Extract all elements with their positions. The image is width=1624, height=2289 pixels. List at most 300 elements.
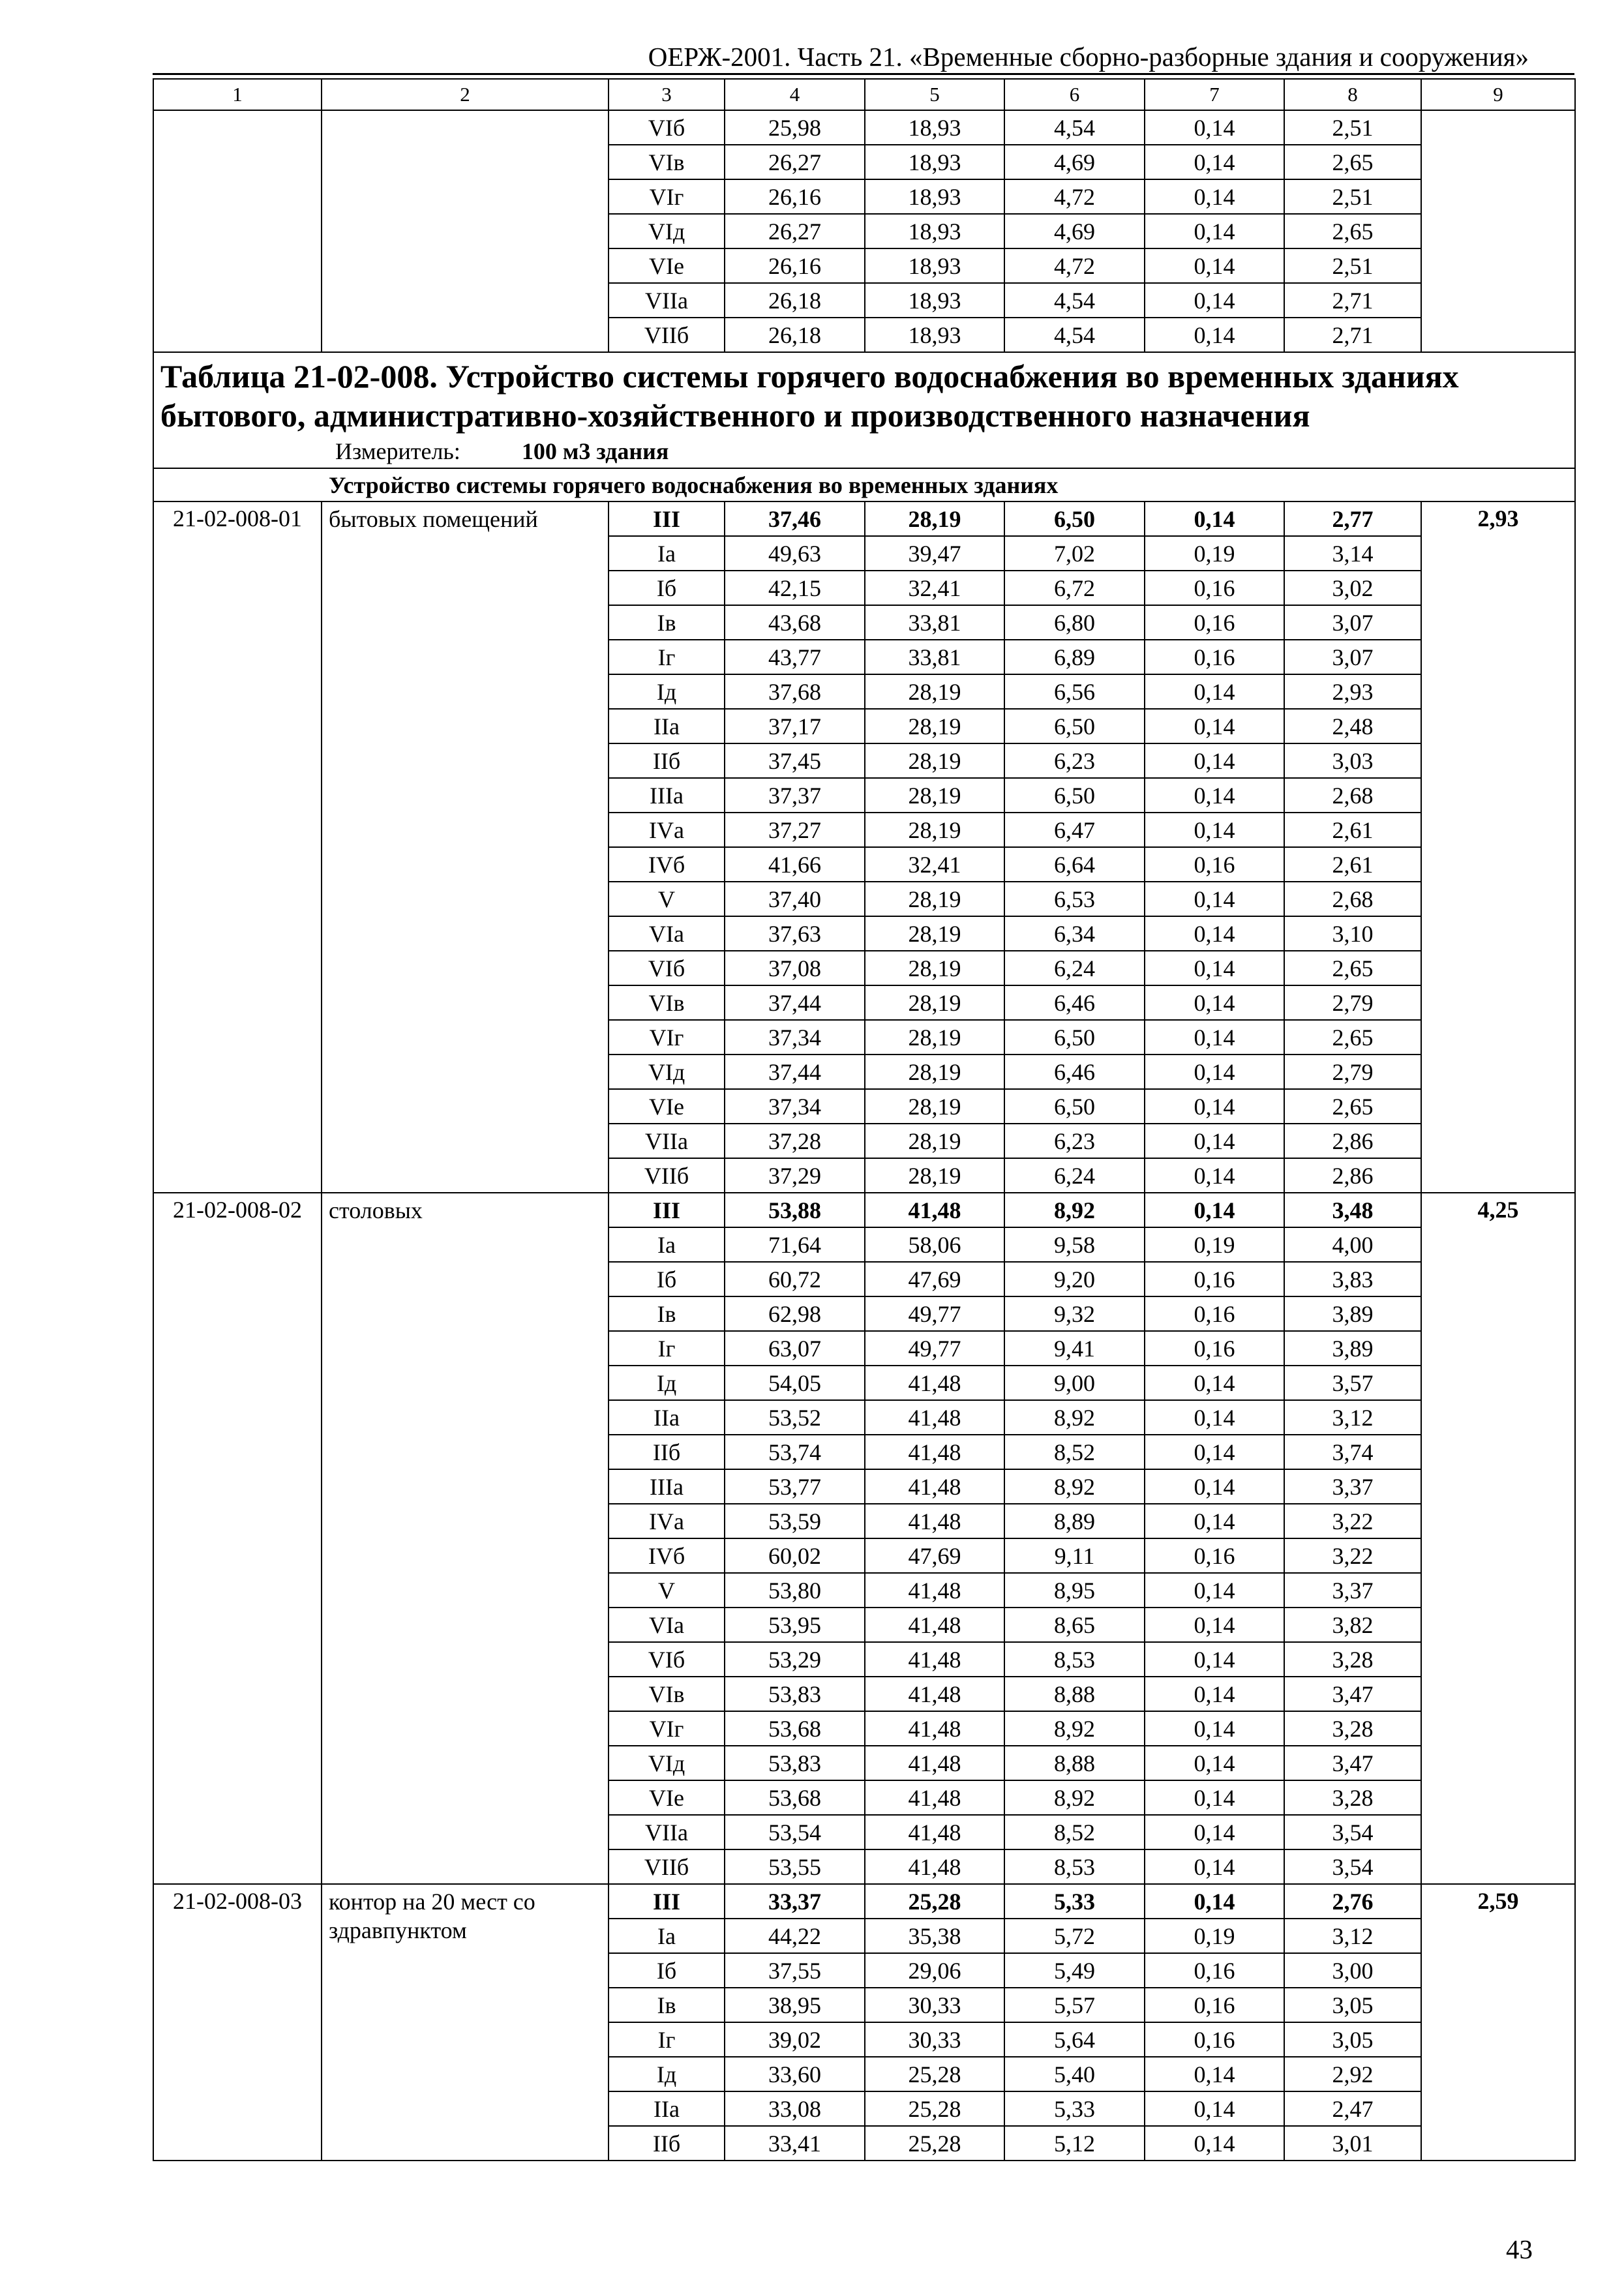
- value-cell: 2,92: [1284, 2057, 1421, 2091]
- value-cell: 28,19: [865, 1124, 1004, 1158]
- value-cell: 9,00: [1004, 1366, 1145, 1400]
- value-cell: 47,69: [865, 1538, 1004, 1573]
- value-cell: 0,14: [1145, 674, 1284, 709]
- zone-cell: Iб: [609, 1953, 725, 1988]
- value-cell: 6,23: [1004, 1124, 1145, 1158]
- rate-name: контор на 20 мест со здравпунктом: [322, 1884, 609, 2161]
- zone-cell: Iд: [609, 674, 725, 709]
- value-cell: 28,19: [865, 985, 1004, 1020]
- value-cell: 2,51: [1284, 248, 1421, 283]
- column-number: 3: [609, 79, 725, 110]
- zone-cell: VIб: [609, 110, 725, 145]
- value-cell: 0,14: [1145, 318, 1284, 352]
- rate-name: столовых: [322, 1193, 609, 1884]
- value-cell: 3,02: [1284, 571, 1421, 605]
- value-cell: 28,19: [865, 813, 1004, 847]
- value-cell: 28,19: [865, 1089, 1004, 1124]
- value-cell: 3,14: [1284, 536, 1421, 571]
- value-cell: 53,95: [725, 1608, 865, 1642]
- value-cell: 0,16: [1145, 571, 1284, 605]
- zone-cell: VIд: [609, 214, 725, 248]
- value-cell: 28,19: [865, 951, 1004, 985]
- rate-total: 2,93: [1421, 501, 1575, 1193]
- zone-cell: Iг: [609, 1331, 725, 1366]
- value-cell: 37,40: [725, 882, 865, 916]
- value-cell: 0,16: [1145, 1953, 1284, 1988]
- value-cell: 3,01: [1284, 2126, 1421, 2161]
- zone-cell: IIб: [609, 1435, 725, 1469]
- value-cell: 0,14: [1145, 1849, 1284, 1884]
- value-cell: 5,64: [1004, 2022, 1145, 2057]
- value-cell: 33,81: [865, 605, 1004, 640]
- value-cell: 0,14: [1145, 1608, 1284, 1642]
- running-header: ОЕРЖ-2001. Часть 21. «Временные сборно-разборные здания и сооружения»: [648, 42, 1529, 72]
- value-cell: 37,27: [725, 813, 865, 847]
- value-cell: 30,33: [865, 2022, 1004, 2057]
- value-cell: 53,29: [725, 1642, 865, 1677]
- value-cell: 6,72: [1004, 571, 1145, 605]
- value-cell: 0,14: [1145, 743, 1284, 778]
- value-cell: 44,22: [725, 1919, 865, 1953]
- value-cell: 58,06: [865, 1227, 1004, 1262]
- value-cell: 28,19: [865, 778, 1004, 813]
- zone-cell: Iг: [609, 2022, 725, 2057]
- column-number: 2: [322, 79, 609, 110]
- value-cell: 2,61: [1284, 847, 1421, 882]
- value-cell: 3,22: [1284, 1504, 1421, 1538]
- value-cell: 3,07: [1284, 605, 1421, 640]
- value-cell: 5,33: [1004, 2091, 1145, 2126]
- rate-name: бытовых помещений: [322, 501, 609, 1193]
- value-cell: 42,15: [725, 571, 865, 605]
- value-cell: 0,19: [1145, 1919, 1284, 1953]
- value-cell: 0,14: [1145, 2126, 1284, 2161]
- zone-cell: VIIб: [609, 1158, 725, 1193]
- value-cell: 6,50: [1004, 709, 1145, 743]
- value-cell: 3,47: [1284, 1677, 1421, 1711]
- value-cell: 2,65: [1284, 951, 1421, 985]
- value-cell: 0,14: [1145, 1677, 1284, 1711]
- value-cell: 0,16: [1145, 2022, 1284, 2057]
- zone-cell: Iд: [609, 1366, 725, 1400]
- zone-cell: VIд: [609, 1055, 725, 1089]
- value-cell: 26,27: [725, 214, 865, 248]
- value-cell: 0,14: [1145, 1884, 1284, 1919]
- value-cell: 25,28: [865, 1884, 1004, 1919]
- value-cell: 9,11: [1004, 1538, 1145, 1573]
- value-cell: 6,56: [1004, 674, 1145, 709]
- value-cell: 6,46: [1004, 1055, 1145, 1089]
- value-cell: 49,77: [865, 1296, 1004, 1331]
- value-cell: 0,14: [1145, 1020, 1284, 1055]
- value-cell: 4,54: [1004, 283, 1145, 318]
- page-number: 43: [1506, 2234, 1533, 2264]
- value-cell: 60,72: [725, 1262, 865, 1296]
- zone-cell: IIа: [609, 2091, 725, 2126]
- value-cell: 0,14: [1145, 214, 1284, 248]
- value-cell: 41,48: [865, 1608, 1004, 1642]
- value-cell: 37,68: [725, 674, 865, 709]
- value-cell: 26,16: [725, 248, 865, 283]
- zone-cell: VIе: [609, 1780, 725, 1815]
- value-cell: 8,53: [1004, 1849, 1145, 1884]
- value-cell: 54,05: [725, 1366, 865, 1400]
- value-cell: 4,72: [1004, 248, 1145, 283]
- value-cell: 53,83: [725, 1677, 865, 1711]
- value-cell: 0,19: [1145, 536, 1284, 571]
- value-cell: 43,68: [725, 605, 865, 640]
- value-cell: 37,46: [725, 501, 865, 536]
- value-cell: 53,68: [725, 1711, 865, 1746]
- zone-cell: VIв: [609, 985, 725, 1020]
- value-cell: 0,14: [1145, 2057, 1284, 2091]
- value-cell: 49,77: [865, 1331, 1004, 1366]
- value-cell: 33,81: [865, 640, 1004, 674]
- continuation-total-cell: [1421, 110, 1575, 352]
- value-cell: 2,79: [1284, 1055, 1421, 1089]
- value-cell: 0,14: [1145, 1124, 1284, 1158]
- value-cell: 0,14: [1145, 1642, 1284, 1677]
- zone-cell: IVа: [609, 813, 725, 847]
- value-cell: 4,54: [1004, 110, 1145, 145]
- zone-cell: Iа: [609, 1227, 725, 1262]
- value-cell: 37,34: [725, 1020, 865, 1055]
- value-cell: 53,88: [725, 1193, 865, 1227]
- value-cell: 8,92: [1004, 1780, 1145, 1815]
- value-cell: 0,14: [1145, 1366, 1284, 1400]
- value-cell: 18,93: [865, 214, 1004, 248]
- value-cell: 3,00: [1284, 1953, 1421, 1988]
- zone-cell: Iв: [609, 1296, 725, 1331]
- value-cell: 41,48: [865, 1780, 1004, 1815]
- value-cell: 3,83: [1284, 1262, 1421, 1296]
- continuation-code-cell: [153, 110, 322, 352]
- value-cell: 43,77: [725, 640, 865, 674]
- value-cell: 5,40: [1004, 2057, 1145, 2091]
- value-cell: 0,14: [1145, 1746, 1284, 1780]
- zone-cell: Iа: [609, 536, 725, 571]
- value-cell: 41,48: [865, 1573, 1004, 1608]
- value-cell: 2,65: [1284, 1089, 1421, 1124]
- table-row: [153, 501, 1575, 536]
- value-cell: 3,82: [1284, 1608, 1421, 1642]
- table-row: [153, 1193, 1575, 1227]
- value-cell: 41,48: [865, 1504, 1004, 1538]
- value-cell: 2,51: [1284, 179, 1421, 214]
- value-cell: 26,18: [725, 283, 865, 318]
- value-cell: 0,16: [1145, 847, 1284, 882]
- subheader-row: [153, 468, 1575, 501]
- value-cell: 4,69: [1004, 145, 1145, 179]
- zone-cell: VIе: [609, 248, 725, 283]
- value-cell: 0,14: [1145, 501, 1284, 536]
- zone-cell: Iб: [609, 1262, 725, 1296]
- value-cell: 6,50: [1004, 1020, 1145, 1055]
- value-cell: 39,02: [725, 2022, 865, 2057]
- zone-cell: Iв: [609, 605, 725, 640]
- value-cell: 6,53: [1004, 882, 1145, 916]
- zone-cell: VIIа: [609, 1124, 725, 1158]
- value-cell: 3,37: [1284, 1469, 1421, 1504]
- zone-cell: IVа: [609, 1504, 725, 1538]
- value-cell: 28,19: [865, 1158, 1004, 1193]
- zone-cell: VIб: [609, 1642, 725, 1677]
- zone-cell: Iд: [609, 2057, 725, 2091]
- value-cell: 38,95: [725, 1988, 865, 2022]
- zone-cell: VIIб: [609, 1849, 725, 1884]
- value-cell: 28,19: [865, 882, 1004, 916]
- rate-total: 4,25: [1421, 1193, 1575, 1884]
- value-cell: 53,52: [725, 1400, 865, 1435]
- value-cell: 28,19: [865, 674, 1004, 709]
- value-cell: 53,68: [725, 1780, 865, 1815]
- value-cell: 0,19: [1145, 1227, 1284, 1262]
- zone-cell: IIIа: [609, 778, 725, 813]
- measure-label: Измеритель:: [335, 438, 460, 464]
- table-title: Таблица 21-02-008. Устройство системы горячего водоснабжения во временных зданиях бытового, административно-хозяйственного и производственного назначения: [160, 358, 1459, 434]
- value-cell: 0,14: [1145, 1089, 1284, 1124]
- value-cell: 6,89: [1004, 640, 1145, 674]
- value-cell: 2,86: [1284, 1158, 1421, 1193]
- value-cell: 33,60: [725, 2057, 865, 2091]
- zone-cell: Iб: [609, 571, 725, 605]
- value-cell: 25,98: [725, 110, 865, 145]
- value-cell: 35,38: [865, 1919, 1004, 1953]
- value-cell: 0,14: [1145, 985, 1284, 1020]
- table-title-cell: [153, 352, 1575, 468]
- zone-cell: Iг: [609, 640, 725, 674]
- value-cell: 0,14: [1145, 1158, 1284, 1193]
- value-cell: 41,48: [865, 1815, 1004, 1849]
- value-cell: 3,10: [1284, 916, 1421, 951]
- value-cell: 8,89: [1004, 1504, 1145, 1538]
- zone-cell: IIб: [609, 743, 725, 778]
- value-cell: 0,16: [1145, 1988, 1284, 2022]
- zone-cell: III: [609, 501, 725, 536]
- value-cell: 28,19: [865, 916, 1004, 951]
- value-cell: 4,72: [1004, 179, 1145, 214]
- value-cell: 0,14: [1145, 1780, 1284, 1815]
- value-cell: 8,88: [1004, 1746, 1145, 1780]
- value-cell: 0,14: [1145, 709, 1284, 743]
- value-cell: 8,65: [1004, 1608, 1145, 1642]
- value-cell: 49,63: [725, 536, 865, 571]
- value-cell: 0,14: [1145, 1573, 1284, 1608]
- value-cell: 2,65: [1284, 1020, 1421, 1055]
- value-cell: 0,14: [1145, 1504, 1284, 1538]
- header-rule: [153, 73, 1574, 75]
- value-cell: 4,54: [1004, 318, 1145, 352]
- value-cell: 29,06: [865, 1953, 1004, 1988]
- value-cell: 0,16: [1145, 1538, 1284, 1573]
- zone-cell: Iа: [609, 1919, 725, 1953]
- value-cell: 3,89: [1284, 1296, 1421, 1331]
- value-cell: 28,19: [865, 1055, 1004, 1089]
- value-cell: 2,48: [1284, 709, 1421, 743]
- zone-cell: V: [609, 882, 725, 916]
- zone-cell: VIа: [609, 916, 725, 951]
- zone-cell: VIв: [609, 145, 725, 179]
- zone-cell: VIг: [609, 1020, 725, 1055]
- value-cell: 8,52: [1004, 1435, 1145, 1469]
- value-cell: 2,47: [1284, 2091, 1421, 2126]
- zone-cell: III: [609, 1193, 725, 1227]
- zone-cell: VIIб: [609, 318, 725, 352]
- value-cell: 2,71: [1284, 283, 1421, 318]
- value-cell: 0,14: [1145, 1435, 1284, 1469]
- value-cell: 37,17: [725, 709, 865, 743]
- value-cell: 0,14: [1145, 813, 1284, 847]
- value-cell: 2,51: [1284, 110, 1421, 145]
- value-cell: 25,28: [865, 2091, 1004, 2126]
- value-cell: 33,37: [725, 1884, 865, 1919]
- value-cell: 2,65: [1284, 145, 1421, 179]
- value-cell: 2,76: [1284, 1884, 1421, 1919]
- value-cell: 0,16: [1145, 1262, 1284, 1296]
- value-cell: 8,92: [1004, 1400, 1145, 1435]
- value-cell: 30,33: [865, 1988, 1004, 2022]
- table-row: [153, 110, 1575, 145]
- continuation-name-cell: [322, 110, 609, 352]
- value-cell: 47,69: [865, 1262, 1004, 1296]
- value-cell: 37,55: [725, 1953, 865, 1988]
- value-cell: 0,14: [1145, 1469, 1284, 1504]
- rate-code: 21-02-008-01: [153, 501, 322, 1193]
- value-cell: 53,74: [725, 1435, 865, 1469]
- zone-cell: IIа: [609, 709, 725, 743]
- subheader: Устройство системы горячего водоснабжения во временных зданиях: [153, 468, 1575, 501]
- column-number: 8: [1284, 79, 1421, 110]
- table-title-row: [153, 352, 1575, 468]
- zone-cell: VIIа: [609, 1815, 725, 1849]
- value-cell: 33,08: [725, 2091, 865, 2126]
- value-cell: 3,54: [1284, 1849, 1421, 1884]
- value-cell: 8,53: [1004, 1642, 1145, 1677]
- value-cell: 9,41: [1004, 1331, 1145, 1366]
- value-cell: 0,14: [1145, 110, 1284, 145]
- value-cell: 4,00: [1284, 1227, 1421, 1262]
- value-cell: 2,79: [1284, 985, 1421, 1020]
- value-cell: 41,48: [865, 1400, 1004, 1435]
- zone-cell: VIг: [609, 1711, 725, 1746]
- value-cell: 25,28: [865, 2057, 1004, 2091]
- value-cell: 3,03: [1284, 743, 1421, 778]
- value-cell: 41,48: [865, 1746, 1004, 1780]
- value-cell: 3,48: [1284, 1193, 1421, 1227]
- value-cell: 37,44: [725, 985, 865, 1020]
- zone-cell: VIIа: [609, 283, 725, 318]
- value-cell: 2,77: [1284, 501, 1421, 536]
- value-cell: 63,07: [725, 1331, 865, 1366]
- value-cell: 8,92: [1004, 1469, 1145, 1504]
- value-cell: 25,28: [865, 2126, 1004, 2161]
- value-cell: 9,58: [1004, 1227, 1145, 1262]
- value-cell: 8,92: [1004, 1711, 1145, 1746]
- value-cell: 28,19: [865, 743, 1004, 778]
- value-cell: 53,77: [725, 1469, 865, 1504]
- value-cell: 6,50: [1004, 778, 1145, 813]
- value-cell: 41,48: [865, 1642, 1004, 1677]
- value-cell: 32,41: [865, 571, 1004, 605]
- value-cell: 2,65: [1284, 214, 1421, 248]
- value-cell: 5,49: [1004, 1953, 1145, 1988]
- value-cell: 37,45: [725, 743, 865, 778]
- value-cell: 53,55: [725, 1849, 865, 1884]
- value-cell: 0,16: [1145, 1296, 1284, 1331]
- value-cell: 0,14: [1145, 1815, 1284, 1849]
- value-cell: 41,48: [865, 1366, 1004, 1400]
- value-cell: 2,68: [1284, 778, 1421, 813]
- value-cell: 3,89: [1284, 1331, 1421, 1366]
- value-cell: 9,32: [1004, 1296, 1145, 1331]
- value-cell: 41,48: [865, 1711, 1004, 1746]
- value-cell: 37,29: [725, 1158, 865, 1193]
- zone-cell: IVб: [609, 1538, 725, 1573]
- value-cell: 37,44: [725, 1055, 865, 1089]
- value-cell: 41,48: [865, 1193, 1004, 1227]
- zone-cell: IIб: [609, 2126, 725, 2161]
- value-cell: 0,14: [1145, 882, 1284, 916]
- value-cell: 0,14: [1145, 145, 1284, 179]
- value-cell: 71,64: [725, 1227, 865, 1262]
- value-cell: 2,93: [1284, 674, 1421, 709]
- value-cell: 2,86: [1284, 1124, 1421, 1158]
- value-cell: 41,48: [865, 1849, 1004, 1884]
- value-cell: 0,14: [1145, 1400, 1284, 1435]
- column-number: 6: [1004, 79, 1145, 110]
- value-cell: 37,08: [725, 951, 865, 985]
- value-cell: 53,59: [725, 1504, 865, 1538]
- value-cell: 0,16: [1145, 640, 1284, 674]
- value-cell: 18,93: [865, 145, 1004, 179]
- value-cell: 0,14: [1145, 916, 1284, 951]
- value-cell: 18,93: [865, 110, 1004, 145]
- rate-code: 21-02-008-02: [153, 1193, 322, 1884]
- value-cell: 41,48: [865, 1469, 1004, 1504]
- measure-line: [335, 438, 1569, 465]
- value-cell: 6,50: [1004, 501, 1145, 536]
- value-cell: 28,19: [865, 1020, 1004, 1055]
- value-cell: 0,14: [1145, 951, 1284, 985]
- rate-total: 2,59: [1421, 1884, 1575, 2161]
- value-cell: 32,41: [865, 847, 1004, 882]
- value-cell: 2,68: [1284, 882, 1421, 916]
- value-cell: 5,33: [1004, 1884, 1145, 1919]
- zone-cell: VIб: [609, 951, 725, 985]
- value-cell: 5,72: [1004, 1919, 1145, 1953]
- value-cell: 3,22: [1284, 1538, 1421, 1573]
- value-cell: 28,19: [865, 709, 1004, 743]
- value-cell: 53,80: [725, 1573, 865, 1608]
- value-cell: 0,14: [1145, 283, 1284, 318]
- zone-cell: IIIа: [609, 1469, 725, 1504]
- value-cell: 3,05: [1284, 1988, 1421, 2022]
- value-cell: 3,05: [1284, 2022, 1421, 2057]
- zone-cell: IIа: [609, 1400, 725, 1435]
- zone-cell: VIа: [609, 1608, 725, 1642]
- value-cell: 3,07: [1284, 640, 1421, 674]
- value-cell: 0,14: [1145, 778, 1284, 813]
- value-cell: 0,14: [1145, 248, 1284, 283]
- value-cell: 3,12: [1284, 1400, 1421, 1435]
- value-cell: 39,47: [865, 536, 1004, 571]
- value-cell: 53,54: [725, 1815, 865, 1849]
- value-cell: 3,12: [1284, 1919, 1421, 1953]
- column-number: 1: [153, 79, 322, 110]
- value-cell: 0,14: [1145, 179, 1284, 214]
- zone-cell: VIе: [609, 1089, 725, 1124]
- value-cell: 18,93: [865, 179, 1004, 214]
